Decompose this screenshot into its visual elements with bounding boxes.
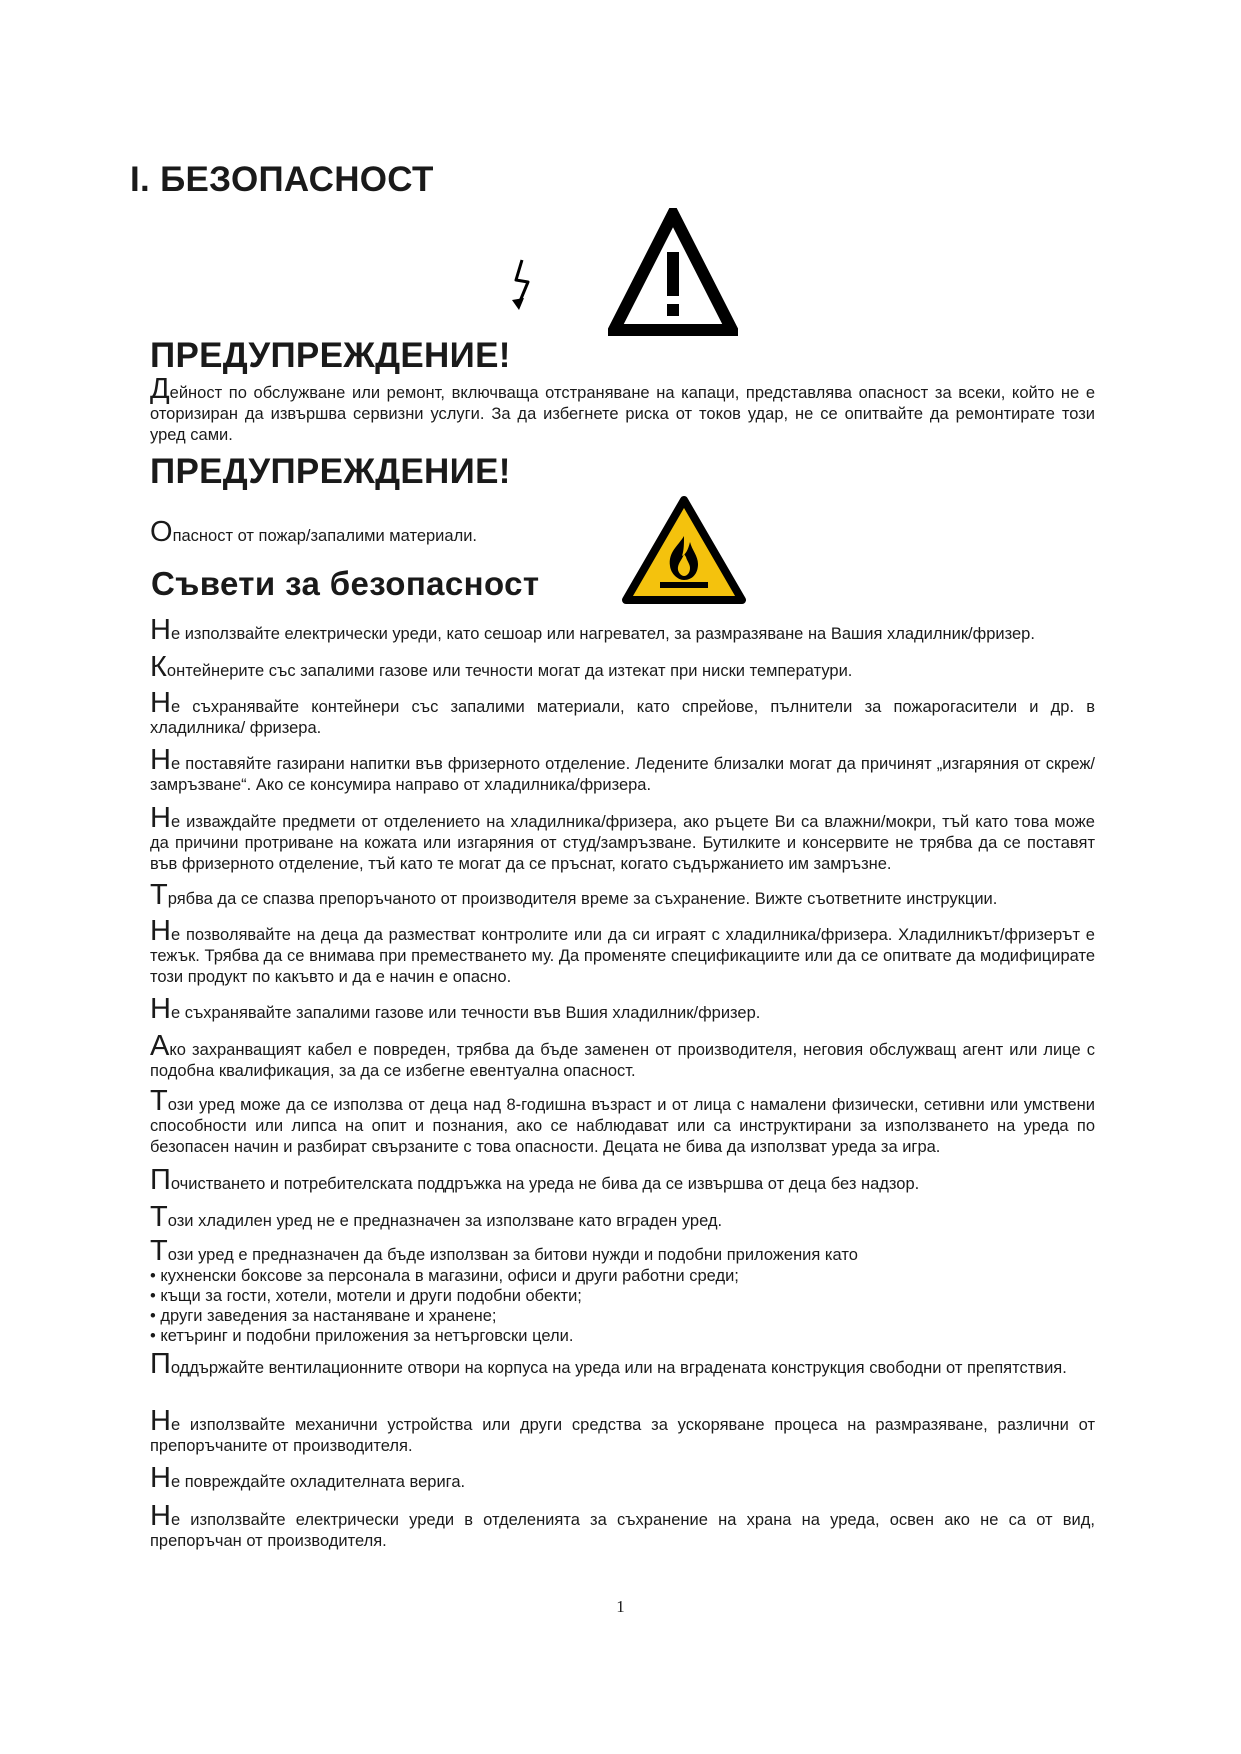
warning-text-1 [150, 373, 1095, 446]
drop-cap: П [150, 1164, 171, 1196]
drop-cap: Н [150, 614, 171, 646]
tip-text: е поставяйте газирани напитки във фризерното отделение. Ледените близалки могат да причинят „изгаряния от скреж/замръзване“. Ако се консумира направо от хладилника/фризера. [150, 755, 1095, 794]
tip-text: е изваждайте предмети от отделението на хладилника/фризера, ако ръцете Ви са влажни/мокри, тъй като това може да причини протриване на кожата или изгаряния от студ/замръзване. Бутилките и консервите не трябва да се поставят във фризерното отделение, тъй като те могат да се пръснат, когато съдържанието им замръзне. [150, 813, 1095, 873]
tip-text: е съхранявайте запалими газове или течности във Вшия хладилник/фризер. [170, 1004, 761, 1022]
list-item: • други заведения за настаняване и хранене; [150, 1307, 497, 1325]
warning-body: пасност от пожар/запалими материали. [172, 527, 478, 545]
flammable-warning-icon [620, 494, 748, 606]
general-warning-triangle-icon [608, 208, 738, 336]
tip-text: е съхранявайте контейнери със запалими материали, като спрейове, пълнители за пожарогасители и др. в хладилника/ фризера. [150, 698, 1095, 737]
drop-cap: Т [150, 879, 168, 911]
drop-cap: П [150, 1348, 171, 1380]
tip-text: е повреждайте охладителната верига. [170, 1473, 466, 1491]
tip-paragraph [150, 687, 1095, 739]
tip-text: ози хладилен уред не е предназначен за използване като вграден уред. [167, 1212, 723, 1230]
tip-text: ози уред може да се използва от деца над 8-годишна възраст и от лица с намалени физически, сетивни или умствени способности или липса на опит и познания, ако се наблюдават или са инструктирани за използването на уреда по безопасен начин и разбират свързаните с това опасности. Децата не бива да използват уреда за игра. [150, 1096, 1095, 1156]
tip-paragraph [150, 744, 1095, 796]
drop-cap: А [150, 1030, 170, 1062]
drop-cap: Т [150, 1235, 168, 1267]
tip-text: ози уред е предназначен да бъде използван за битови нужди и подобни приложения като [167, 1246, 858, 1264]
warning-body: ейност по обслужване или ремонт, включваща отстраняване на капаци, представлява опасност за всеки, който не е оторизиран да извършва сервизни услуги. За да избегнете риска от токов удар, не се опитвайте да ремонтирате този уред сами. [150, 384, 1095, 444]
drop-cap: Д [150, 373, 170, 405]
tip-text: ко захранващият кабел е повреден, трябва да бъде заменен от производителя, неговия обслужващ агент или лице с подобна квалификация, за да се избегне евентуална опасност. [150, 1041, 1095, 1080]
tip-text: е използвайте електрически уреди в отделенията за съхранение на храна на уреда, освен ако не са от вид, препоръчан от производителя. [150, 1511, 1095, 1550]
tip-paragraph [150, 1030, 1095, 1082]
page-number: 1 [616, 1597, 625, 1616]
tip-text: рябва да се спазва препоръчаното от производителя време за съхранение. Вижте съответните инструкции. [167, 890, 998, 908]
tip-paragraph [150, 651, 1095, 683]
tip-paragraph [150, 1085, 1095, 1158]
tip-paragraph [150, 1405, 1095, 1457]
drop-cap: Н [150, 687, 171, 719]
list-item: • къщи за гости, хотели, мотели и други подобни обекти; [150, 1287, 582, 1305]
tip-paragraph [150, 1462, 1095, 1494]
tip-text: оддържайте вентилационните отвори на корпуса на уреда или на вградената конструкция свободни от препятствия. [170, 1359, 1067, 1377]
tip-paragraph [150, 1164, 1095, 1196]
drop-cap: Т [150, 1085, 168, 1117]
tip-paragraph [150, 1500, 1095, 1552]
tip-paragraph [150, 915, 1095, 988]
warning-heading-2: ПРЕДУПРЕЖДЕНИЕ! [150, 452, 511, 491]
usage-bullet-list [150, 1266, 1095, 1346]
tip-text: е използвайте механични устройства или други средства за ускоряване процеса на размразяване, различни от препоръчаните от производителя. [150, 1416, 1095, 1455]
drop-cap: Н [150, 1405, 171, 1437]
tip-paragraph [150, 993, 1095, 1025]
tip-text: е използвайте електрически уреди, като сешоар или нагревател, за размразяване на Вашия хладилник/фризер. [170, 625, 1035, 643]
drop-cap: Н [150, 1500, 171, 1532]
tip-paragraph [150, 1348, 1095, 1380]
drop-cap: О [150, 516, 173, 548]
warning-heading-1: ПРЕДУПРЕЖДЕНИЕ! [150, 336, 511, 375]
drop-cap: Н [150, 1462, 171, 1494]
lightning-bolt-icon [508, 258, 538, 318]
tip-paragraph [150, 879, 1095, 911]
tip-paragraph [150, 614, 1095, 646]
tip-text: онтейнерите със запалими газове или течности могат да изтекат при ниски температури. [166, 662, 853, 680]
drop-cap: Н [150, 915, 171, 947]
drop-cap: Н [150, 802, 171, 834]
drop-cap: Н [150, 744, 171, 776]
tip-paragraph [150, 802, 1095, 875]
tip-text: очистването и потребителската поддръжка на уреда не бива да се извършва от деца без надзор. [170, 1175, 920, 1193]
tip-text: е позволявайте на деца да разместват контролите или да си играят с хладилника/фризера. Хладилникът/фризерът е тежък. Трябва да се внимава при преместването му. Да променяте спецификациите или да се опитвате да модифицирате този продукт по какъвто и да е начин е опасно. [150, 926, 1095, 986]
list-item: • кетъринг и подобни приложения за нетърговски цели. [150, 1327, 574, 1345]
section-title: I. БЕЗОПАСНОСТ [130, 160, 434, 199]
tip-paragraph [150, 1235, 1095, 1346]
drop-cap: Н [150, 993, 171, 1025]
list-item: • кухненски боксове за персонала в магазини, офиси и други работни среди; [150, 1267, 739, 1285]
drop-cap: К [150, 651, 167, 683]
tip-paragraph [150, 1201, 1095, 1233]
safety-tips-heading: Съвети за безопасност [151, 565, 540, 602]
drop-cap: Т [150, 1201, 168, 1233]
